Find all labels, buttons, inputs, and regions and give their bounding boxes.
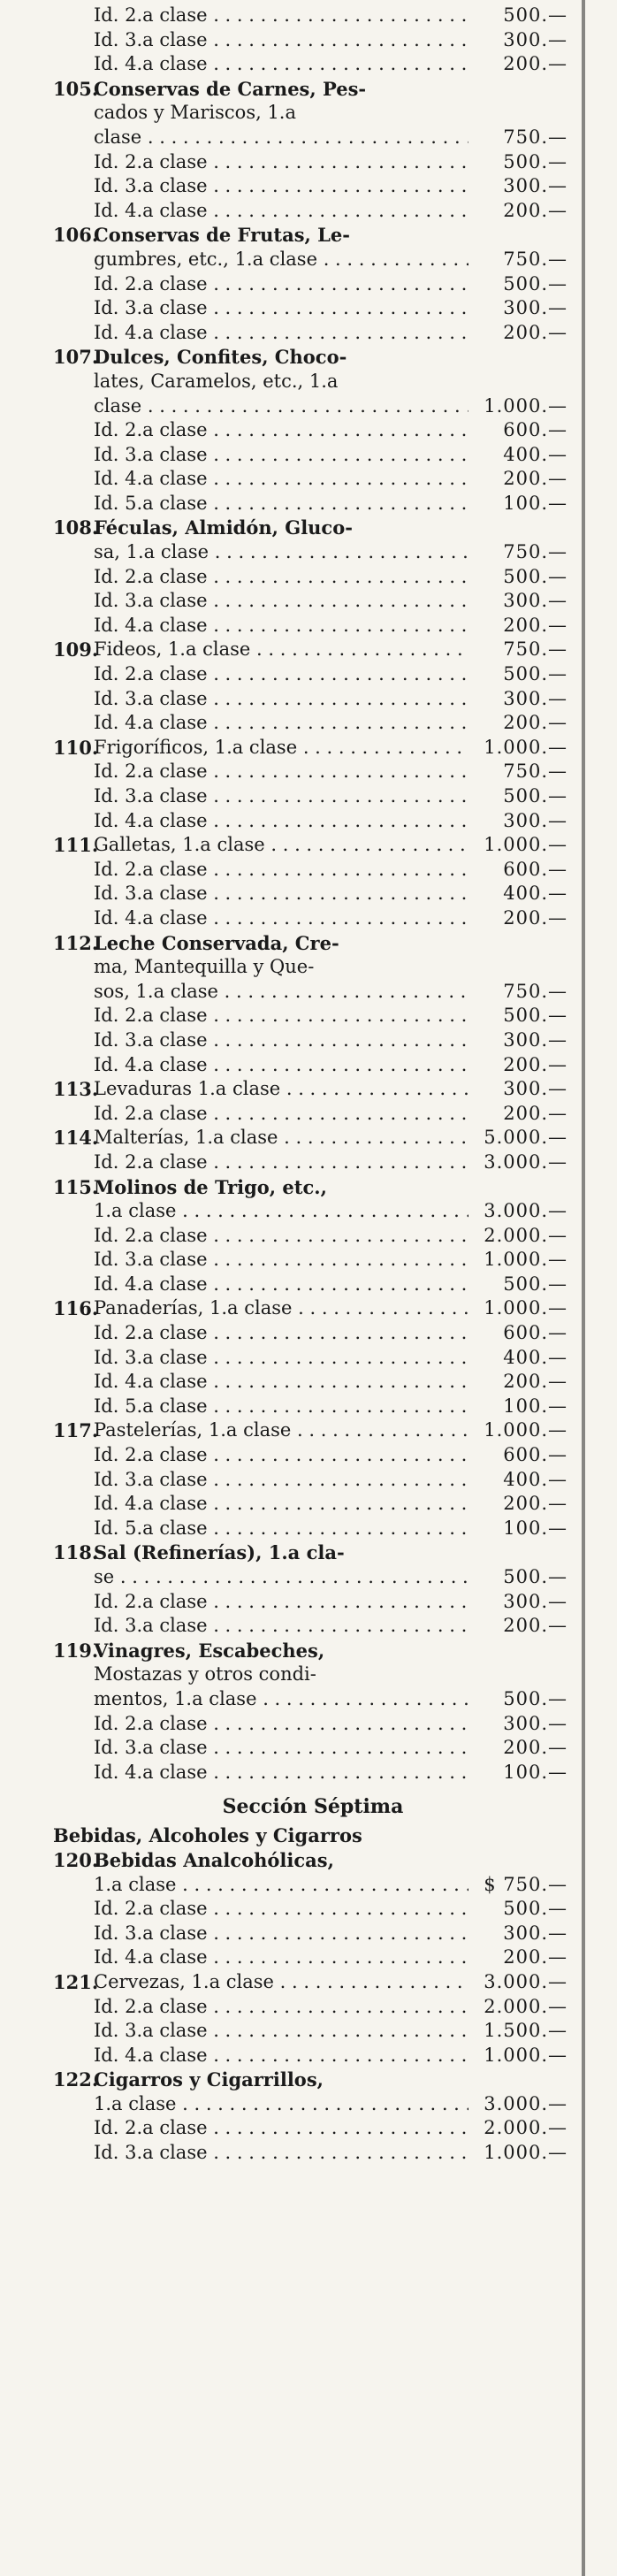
tariff-entry (53, 1126, 573, 1150)
line-label: Id. 3.a clase . . . (94, 882, 468, 906)
fee-amount: 1.000.— (478, 394, 567, 419)
fee-amount: 300.— (498, 28, 567, 53)
line-label: Fideos, 1.a clase . . . (94, 638, 468, 662)
line-label: Id. 4.a clase . . . (94, 321, 468, 346)
tariff-entry (53, 1077, 573, 1102)
fee-amount: 100.— (498, 1517, 567, 1541)
fee-amount: 600.— (498, 1321, 567, 1346)
line-label: sa, 1.a clase . . . (94, 540, 468, 565)
entry-number: 111. (53, 834, 99, 857)
tariff-line (53, 589, 573, 614)
line-label: Bebidas Analcohólicas, (94, 1848, 334, 1871)
fee-amount: 100.— (498, 492, 567, 516)
line-label: mentos, 1.a clase . . . (94, 1687, 468, 1712)
line-label: Id. 2.a clase . . . (94, 1150, 468, 1175)
line-label: Id. 4.a clase . . . (94, 614, 468, 638)
tariff-line (53, 955, 573, 980)
tariff-line (53, 1468, 573, 1493)
tariff-line (53, 1922, 573, 1946)
line-label: Id. 2.a clase . . . (94, 1590, 468, 1615)
line-label: Id. 2.a clase . . . (94, 150, 468, 175)
line-label: Id. 2.a clase . . . (94, 272, 468, 297)
line-label: Id. 3.a clase . . . (94, 589, 468, 614)
tariff-line (53, 394, 573, 419)
tariff-line (53, 443, 573, 468)
fee-amount: 200.— (498, 199, 567, 224)
line-label: Id. 5.a clase . . . (94, 1517, 468, 1541)
line-label: Id. 2.a clase . . . (94, 1897, 468, 1922)
fee-amount: 500.— (498, 662, 567, 687)
tariff-line (53, 1590, 573, 1615)
section-heading (53, 1823, 573, 1848)
tariff-line (53, 1102, 573, 1127)
line-label: Id. 4.a clase . . . (94, 906, 468, 931)
tariff-line (53, 1614, 573, 1639)
line-label: Id. 4.a clase . . . (94, 1761, 468, 1785)
line-label: Id. 2.a clase . . . (94, 418, 468, 443)
tariff-entry (53, 1175, 573, 1200)
fee-amount: 500.— (498, 1687, 567, 1712)
fee-amount: 2.000.— (478, 2116, 567, 2141)
tariff-line (53, 492, 573, 516)
fee-amount: 600.— (498, 858, 567, 883)
line-label: Dulces, Confites, Choco- (94, 346, 347, 369)
line-label: Conservas de Frutas, Le- (94, 224, 351, 247)
tariff-line (53, 1687, 573, 1712)
tariff-line (53, 1712, 573, 1737)
tariff-line (53, 540, 573, 565)
line-label: Id. 2.a clase . . . (94, 4, 468, 28)
fee-amount: 300.— (498, 174, 567, 199)
line-label: Id. 4.a clase . . . (94, 2044, 468, 2068)
entry-number: 122. (53, 2068, 99, 2091)
fee-amount: $ 750.— (478, 1873, 567, 1898)
tariff-line (53, 882, 573, 906)
line-label: Id. 3.a clase . . . (94, 1468, 468, 1493)
line-label: Mostazas y otros condi- (94, 1663, 316, 1685)
line-label: Id. 3.a clase . . . (94, 1248, 468, 1273)
entry-number: 118. (53, 1541, 99, 1564)
tariff-line (53, 467, 573, 492)
fee-amount: 300.— (498, 1922, 567, 1946)
line-label: Id. 3.a clase . . . (94, 1614, 468, 1639)
line-label: Id. 3.a clase . . . (94, 443, 468, 468)
line-label: Id. 4.a clase . . . (94, 1273, 468, 1297)
tariff-entry (53, 223, 573, 248)
line-label: se . . . (94, 1565, 468, 1590)
tariff-entry (53, 2068, 573, 2092)
tariff-line (53, 1761, 573, 1785)
tariff-line (53, 101, 573, 126)
entry-number: 116. (53, 1297, 99, 1320)
tariff-line (53, 272, 573, 297)
line-label: Id. 3.a clase . . . (94, 1736, 468, 1761)
fee-amount: 2.000.— (478, 1995, 567, 2020)
fee-amount: 500.— (498, 272, 567, 297)
tariff-column (53, 4, 573, 2166)
line-label: Frigoríficos, 1.a clase . . . (94, 736, 468, 761)
tariff-line (53, 126, 573, 150)
fee-amount: 300.— (498, 296, 567, 321)
tariff-entry (53, 1848, 573, 1873)
line-label: Cigarros y Cigarrillos, (94, 2068, 324, 2091)
tariff-line (53, 174, 573, 199)
tariff-entry (53, 736, 573, 761)
fee-amount: 500.— (498, 1273, 567, 1297)
entry-number: 113. (53, 1078, 99, 1101)
fee-amount: 1.000.— (478, 1418, 567, 1443)
fee-amount: 1.000.— (478, 2141, 567, 2166)
line-label: Féculas, Almidón, Gluco- (94, 516, 353, 539)
tariff-line (53, 248, 573, 272)
entry-number: 108. (53, 516, 99, 539)
tariff-line (53, 1199, 573, 1224)
fee-amount: 300.— (498, 1590, 567, 1615)
line-label: Id. 2.a clase . . . (94, 858, 468, 883)
fee-amount: 750.— (498, 980, 567, 1005)
fee-amount: 3.000.— (478, 1199, 567, 1224)
entry-number: 114. (53, 1127, 99, 1150)
tariff-line (53, 809, 573, 834)
tariff-line (53, 1995, 573, 2020)
tariff-line (53, 662, 573, 687)
tariff-entry (53, 345, 573, 370)
entry-number: 109. (53, 638, 99, 661)
tariff-line (53, 1395, 573, 1419)
tariff-line (53, 687, 573, 712)
line-label: Leche Conservada, Cre- (94, 931, 339, 954)
tariff-line (53, 614, 573, 638)
tariff-line (53, 418, 573, 443)
tariff-entry (53, 1970, 573, 1995)
entry-number: 112. (53, 931, 99, 954)
line-label: Vinagres, Escabeches, (94, 1639, 325, 1662)
tariff-line (53, 1370, 573, 1395)
fee-amount: 200.— (498, 614, 567, 638)
line-label: Id. 4.a clase . . . (94, 1945, 468, 1970)
fee-amount: 3.000.— (478, 1970, 567, 1995)
line-label: Id. 3.a clase . . . (94, 687, 468, 712)
fee-amount: 200.— (498, 52, 567, 77)
line-label: clase . . . (94, 126, 468, 150)
fee-amount: 100.— (498, 1761, 567, 1785)
fee-amount: 200.— (498, 1053, 567, 1078)
fee-amount: 200.— (498, 1614, 567, 1639)
fee-amount: 3.000.— (478, 2092, 567, 2117)
entry-number: 117. (53, 1419, 99, 1442)
tariff-line (53, 28, 573, 53)
fee-amount: 300.— (498, 1077, 567, 1102)
line-label: Id. 2.a clase . . . (94, 1102, 468, 1127)
line-label: Id. 3.a clase . . . (94, 28, 468, 53)
line-label: Id. 4.a clase . . . (94, 711, 468, 736)
tariff-entry (53, 1639, 573, 1663)
line-label: clase . . . (94, 394, 468, 419)
tariff-line (53, 1565, 573, 1590)
line-label: Levaduras 1.a clase . . . (94, 1077, 468, 1102)
line-label: Id. 2.a clase . . . (94, 1004, 468, 1028)
line-label: Galletas, 1.a clase . . . (94, 833, 468, 858)
tariff-entry (53, 1540, 573, 1565)
section-title: Sección Séptima (222, 1795, 404, 1819)
fee-amount: 300.— (498, 687, 567, 712)
tariff-line (53, 52, 573, 77)
fee-amount: 200.— (498, 1492, 567, 1517)
fee-amount: 1.000.— (478, 1296, 567, 1321)
tariff-entry (53, 638, 573, 662)
fee-amount: 200.— (498, 1370, 567, 1395)
tariff-line (53, 1028, 573, 1053)
tariff-line (53, 1273, 573, 1297)
tariff-line (53, 711, 573, 736)
tariff-entry (53, 833, 573, 858)
fee-amount: 5.000.— (478, 1126, 567, 1150)
tariff-line (53, 1492, 573, 1517)
tariff-line (53, 784, 573, 809)
line-label: 1.a clase . . . (94, 2092, 468, 2117)
line-label: lates, Caramelos, etc., 1.a (94, 370, 339, 392)
line-label: Id. 2.a clase . . . (94, 1712, 468, 1737)
fee-amount: 300.— (498, 809, 567, 834)
fee-amount: 100.— (498, 1395, 567, 1419)
fee-amount: 600.— (498, 1443, 567, 1468)
tariff-entry (53, 516, 573, 540)
fee-amount: 400.— (498, 1468, 567, 1493)
tariff-line (53, 2141, 573, 2166)
tariff-line (53, 2019, 573, 2044)
line-label: Cervezas, 1.a clase . . . (94, 1970, 468, 1995)
tariff-entry (53, 1418, 573, 1443)
line-label: Id. 3.a clase . . . (94, 174, 468, 199)
tariff-line (53, 2044, 573, 2068)
line-label: Id. 2.a clase . . . (94, 662, 468, 687)
tariff-line (53, 1321, 573, 1346)
line-label: Id. 3.a clase . . . (94, 2141, 468, 2166)
fee-amount: 750.— (498, 540, 567, 565)
line-label: Id. 3.a clase . . . (94, 1922, 468, 1946)
fee-amount: 400.— (498, 882, 567, 906)
fee-amount: 400.— (498, 443, 567, 468)
line-label: Id. 3.a clase . . . (94, 1028, 468, 1053)
tariff-line (53, 1873, 573, 1898)
tariff-line (53, 2116, 573, 2141)
tariff-line (53, 906, 573, 931)
fee-amount: 1.000.— (478, 2044, 567, 2068)
fee-amount: 200.— (498, 467, 567, 492)
line-label: Id. 2.a clase . . . (94, 565, 468, 590)
fee-amount: 500.— (498, 1565, 567, 1590)
fee-amount: 1.000.— (478, 736, 567, 761)
line-label: Id. 5.a clase . . . (94, 1395, 468, 1419)
fee-amount: 500.— (498, 1004, 567, 1028)
fee-amount: 750.— (498, 638, 567, 662)
line-label: Id. 2.a clase . . . (94, 1321, 468, 1346)
line-label: 1.a clase . . . (94, 1873, 468, 1898)
tariff-line (53, 296, 573, 321)
line-label: Id. 2.a clase . . . (94, 1224, 468, 1249)
fee-amount: 400.— (498, 1346, 567, 1371)
fee-amount: 500.— (498, 565, 567, 590)
tariff-line (53, 4, 573, 28)
tariff-entry (53, 1296, 573, 1321)
tariff-entry (53, 77, 573, 102)
tariff-line (53, 858, 573, 883)
entry-number: 115. (53, 1175, 99, 1198)
fee-amount: 2.000.— (478, 1224, 567, 1249)
line-label: ma, Mantequilla y Que- (94, 956, 315, 978)
tariff-line (53, 1053, 573, 1078)
line-label: Id. 3.a clase . . . (94, 784, 468, 809)
fee-amount: 200.— (498, 1102, 567, 1127)
line-label: sos, 1.a clase . . . (94, 980, 468, 1005)
line-label: Id. 4.a clase . . . (94, 1492, 468, 1517)
fee-amount: 750.— (498, 760, 567, 784)
fee-amount: 500.— (498, 784, 567, 809)
column-rule (582, 0, 585, 2576)
fee-amount: 200.— (498, 1945, 567, 1970)
line-label: cados y Mariscos, 1.a (94, 102, 297, 124)
fee-amount: 300.— (498, 589, 567, 614)
line-label: Id. 2.a clase . . . (94, 2116, 468, 2141)
line-label: Id. 2.a clase . . . (94, 760, 468, 784)
fee-amount: 3.000.— (478, 1150, 567, 1175)
line-label: Bebidas, Alcoholes y Cigarros (53, 1824, 362, 1847)
fee-amount: 1.000.— (478, 833, 567, 858)
line-label: 1.a clase . . . (94, 1199, 468, 1224)
tariff-line (53, 760, 573, 784)
tariff-line (53, 1224, 573, 1249)
tariff-line (53, 1150, 573, 1175)
entry-number: 110. (53, 736, 99, 759)
tariff-line (53, 1443, 573, 1468)
line-label: Id. 5.a clase . . . (94, 492, 468, 516)
line-label: Id. 2.a clase . . . (94, 1443, 468, 1468)
tariff-line (53, 1004, 573, 1028)
tariff-line (53, 1517, 573, 1541)
fee-amount: 200.— (498, 1736, 567, 1761)
fee-amount: 750.— (498, 248, 567, 272)
entry-number: 106. (53, 224, 99, 247)
line-label: Id. 4.a clase . . . (94, 809, 468, 834)
line-label: Id. 3.a clase . . . (94, 296, 468, 321)
line-label: Malterías, 1.a clase . . . (94, 1126, 468, 1150)
fee-amount: 500.— (498, 1897, 567, 1922)
fee-amount: 500.— (498, 150, 567, 175)
tariff-line (53, 370, 573, 394)
tariff-line (53, 1945, 573, 1970)
fee-amount: 200.— (498, 711, 567, 736)
tariff-entry (53, 931, 573, 956)
entry-number: 119. (53, 1639, 99, 1662)
fee-amount: 1.000.— (478, 1248, 567, 1273)
tariff-line (53, 565, 573, 590)
tariff-line (53, 980, 573, 1005)
tariff-line (53, 2092, 573, 2117)
tariff-line (53, 1346, 573, 1371)
line-label: Id. 4.a clase . . . (94, 199, 468, 224)
line-label: Id. 3.a clase . . . (94, 1346, 468, 1371)
line-label: Id. 4.a clase . . . (94, 1053, 468, 1078)
fee-amount: 1.500.— (478, 2019, 567, 2044)
entry-number: 105. (53, 77, 99, 100)
fee-amount: 300.— (498, 1712, 567, 1737)
fee-amount: 600.— (498, 418, 567, 443)
tariff-line (53, 199, 573, 224)
line-label: Id. 4.a clase . . . (94, 1370, 468, 1395)
fee-amount: 200.— (498, 906, 567, 931)
line-label: Conservas de Carnes, Pes- (94, 77, 367, 100)
entry-number: 107. (53, 346, 99, 369)
line-label: gumbres, etc., 1.a clase . . . (94, 248, 468, 272)
line-label: Id. 3.a clase . . . (94, 2019, 468, 2044)
line-label: Id. 2.a clase . . . (94, 1995, 468, 2020)
line-label: Id. 4.a clase . . . (94, 52, 468, 77)
entry-number: 120. (53, 1848, 99, 1871)
tariff-line (53, 321, 573, 346)
line-label: Pastelerías, 1.a clase . . . (94, 1418, 468, 1443)
tariff-line (53, 1897, 573, 1922)
tariff-line (53, 1663, 573, 1687)
fee-amount: 300.— (498, 1028, 567, 1053)
entry-number: 121. (53, 1970, 99, 1993)
fee-amount: 750.— (498, 126, 567, 150)
fee-amount: 200.— (498, 321, 567, 346)
line-label: Sal (Refinerías), 1.a cla- (94, 1541, 345, 1564)
fee-amount: 500.— (498, 4, 567, 28)
line-label: Panaderías, 1.a clase . . . (94, 1296, 468, 1321)
line-label: Id. 4.a clase . . . (94, 467, 468, 492)
tariff-line (53, 150, 573, 175)
tariff-line (53, 1248, 573, 1273)
tariff-line (53, 1736, 573, 1761)
line-label: Molinos de Trigo, etc., (94, 1175, 327, 1198)
